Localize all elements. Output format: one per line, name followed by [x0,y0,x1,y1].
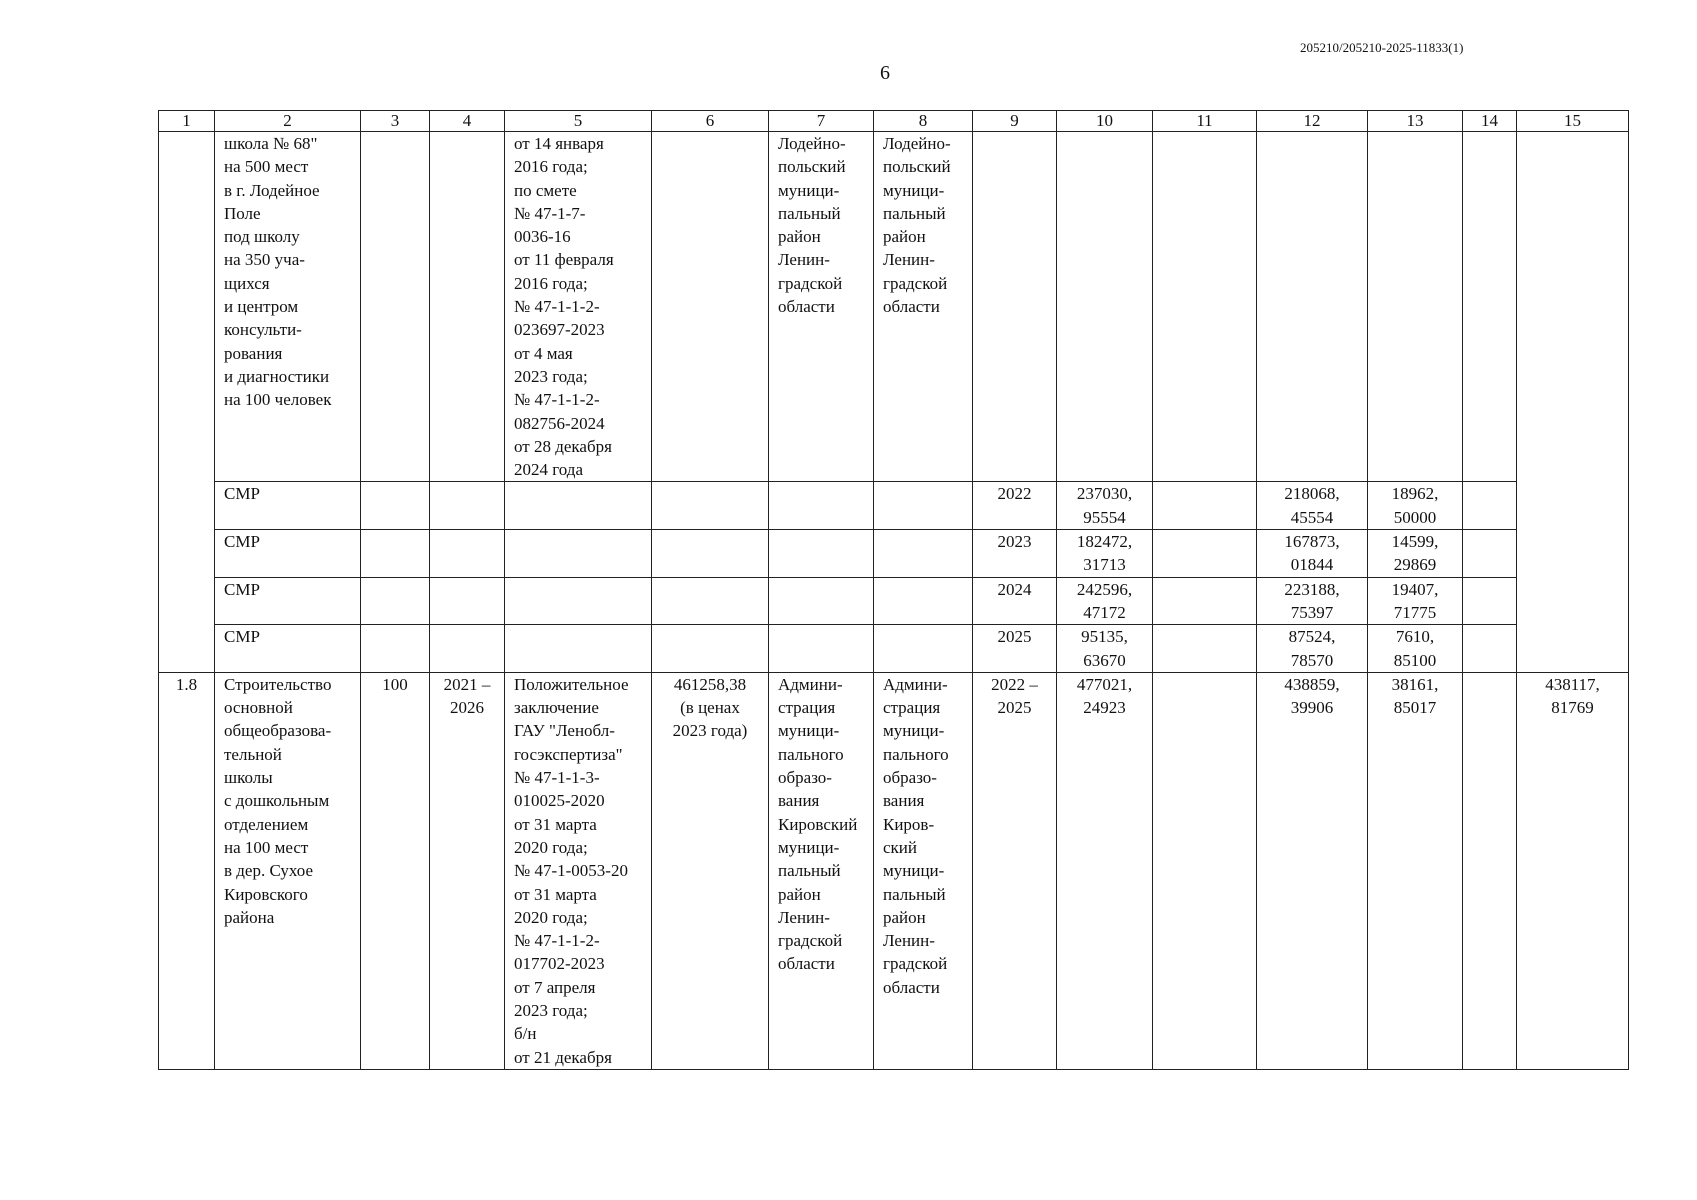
col-header: 6 [652,111,769,132]
col-header: 4 [430,111,505,132]
program-table [158,110,1629,1070]
col-header: 8 [874,111,973,132]
cell-col15: 438117, 81769 [1517,672,1629,1069]
cell [430,132,505,482]
col-header: 3 [361,111,430,132]
table-row [159,132,1629,482]
col-header: 1 [159,111,215,132]
cell [1153,672,1257,1069]
col-header: 14 [1463,111,1517,132]
cell-developer: Лодейно- польский муници- пальный район Ленин- градской области [874,132,973,482]
table-row [159,672,1629,1069]
cell-regional: 87524, 78570 [1257,625,1368,673]
table-row [159,625,1629,673]
cell-year: 2025 [973,625,1057,673]
cell-capacity: 100 [361,672,430,1069]
col-header: 7 [769,111,874,132]
cell-expertise: от 14 января 2016 года; по смете № 47-1-7- 0036-16 от 11 февраля 2016 года; № 47-1-1-2- 023697-2023 от 4 мая 2023 года; № 47-1-1-2- 082756-2024 от 28 декабря 2024 года [505,132,652,482]
cell-expertise: Положительное заключение ГАУ "Ленобл- госэкспертиза" № 47-1-1-3- 010025-2020 от 31 марта 2020 года; № 47-1-0053-20 от 31 марта 2020 года; № 47-1-1-2- 017702-2023 от 7 апреля 2023 года; б/н от 21 декабря [505,672,652,1069]
cell-total: 477021, 24923 [1057,672,1153,1069]
cell [1463,132,1517,482]
cell-developer: Админи- страция муници- пального образо- вания Киров- ский муници- пальный район Ленин- градской области [874,672,973,1069]
cell-total: 182472, 31713 [1057,530,1153,578]
cell-customer: Админи- страция муници- пального образо- вания Кировский муници- пальный район Ленин- градской области [769,672,874,1069]
col-header: 15 [1517,111,1629,132]
cell [1463,672,1517,1069]
cell-customer: Лодейно- польский муници- пальный район Ленин- градской области [769,132,874,482]
cell-year: 2022 [973,482,1057,530]
cell [361,132,430,482]
cell-years: 2022 – 2025 [973,672,1057,1069]
col-header: 5 [505,111,652,132]
cell-smr-label: СМР [215,577,361,625]
cell-local: 14599, 29869 [1368,530,1463,578]
cell [973,132,1057,482]
cell-regional: 223188, 75397 [1257,577,1368,625]
cell-num: 1.8 [159,672,215,1069]
cell-regional: 167873, 01844 [1257,530,1368,578]
cell-year: 2024 [973,577,1057,625]
cell-regional: 218068, 45554 [1257,482,1368,530]
cell [652,132,769,482]
cell-local: 18962, 50000 [1368,482,1463,530]
cell-local: 19407, 71775 [1368,577,1463,625]
col-header: 13 [1368,111,1463,132]
cell [1517,132,1629,673]
cell-smr-label: СМР [215,530,361,578]
cell [1153,132,1257,482]
cell-total: 237030, 95554 [1057,482,1153,530]
page-number: 6 [880,62,890,84]
table-row [159,577,1629,625]
cell-object-name: Строительство основной общеобразова- тельной школы с дошкольным отделением на 100 мест в дер. Сухое Кировского района [215,672,361,1069]
cell-period: 2021 – 2026 [430,672,505,1069]
cell-cost: 461258,38 (в ценах 2023 года) [652,672,769,1069]
col-header: 9 [973,111,1057,132]
table-row [159,482,1629,530]
col-header: 11 [1153,111,1257,132]
cell-smr-label: СМР [215,625,361,673]
document-number: 205210/205210-2025-11833(1) [1300,40,1464,55]
col-header: 2 [215,111,361,132]
cell-num [159,132,215,673]
table-row [159,530,1629,578]
cell-smr-label: СМР [215,482,361,530]
col-header: 12 [1257,111,1368,132]
cell-total: 242596, 47172 [1057,577,1153,625]
cell-total: 95135, 63670 [1057,625,1153,673]
col-header: 10 [1057,111,1153,132]
cell-object-name: школа № 68" на 500 мест в г. Лодейное Поле под школу на 350 уча- щихся и центром консульти- рования и диагностики на 100 человек [215,132,361,482]
header-row [159,111,1629,132]
cell [1368,132,1463,482]
cell-regional: 438859, 39906 [1257,672,1368,1069]
cell-local: 7610, 85100 [1368,625,1463,673]
cell-local: 38161, 85017 [1368,672,1463,1069]
cell-year: 2023 [973,530,1057,578]
cell [1257,132,1368,482]
cell [1057,132,1153,482]
